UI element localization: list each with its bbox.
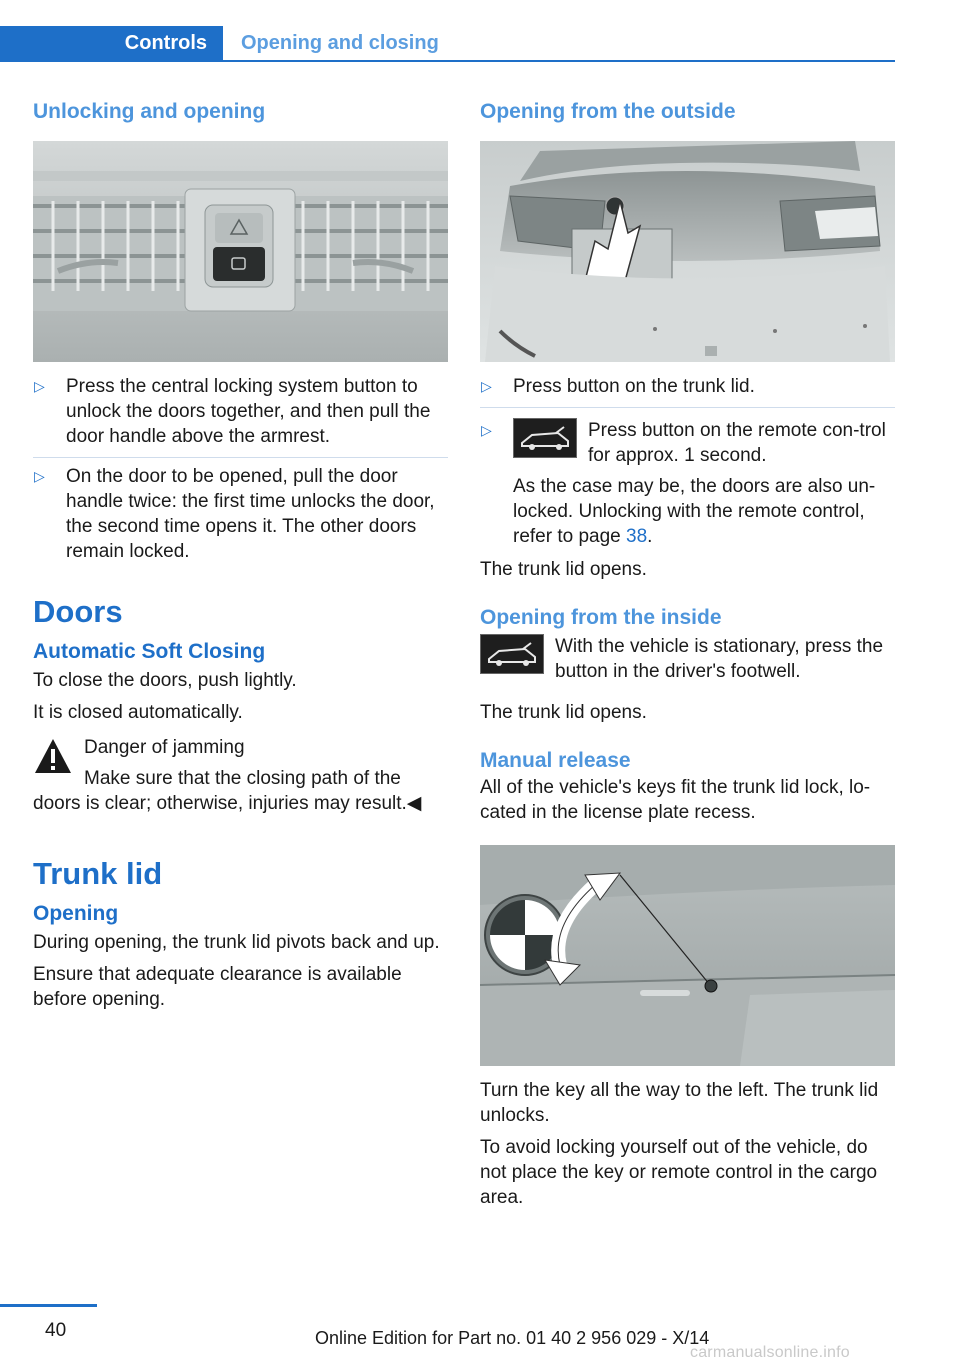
soft-closing-heading: Automatic Soft Closing <box>33 640 266 663</box>
warning-triangle-icon <box>33 737 73 775</box>
triangle-right-icon: ▷ <box>481 422 492 438</box>
page-link[interactable]: 38 <box>626 526 648 547</box>
trunk-exterior-illustration <box>480 141 895 362</box>
page-number: 40 <box>45 1320 67 1341</box>
list-item-text: On the door to be opened, pull the door handle twice: the first time unlocks the door, the second time opens it. The other doors remain locked. <box>66 466 435 562</box>
list-item <box>480 416 895 549</box>
list-item <box>33 374 448 449</box>
tab-opening-and-closing[interactable]: Opening and closing <box>241 32 439 54</box>
list-item-text: Press the central locking system button to unlock the doors together, and then pull the door handle above the armrest. <box>66 376 431 447</box>
opening-text-1: During opening, the trunk lid pivots back and up. <box>33 932 440 953</box>
trunk-opens-text-1: The trunk lid opens. <box>480 559 647 580</box>
left-column <box>33 98 448 1012</box>
outside-heading: Opening from the outside <box>480 100 736 123</box>
inside-note <box>480 634 895 684</box>
opening-text-2: Ensure that adequate clearance is available before opening. <box>33 964 402 1010</box>
trunk-open-icon <box>480 634 544 674</box>
trunk-open-icon <box>513 418 577 458</box>
footer-rule <box>0 1304 97 1307</box>
inside-heading: Opening from the inside <box>480 606 722 629</box>
trunk-opens-text-2: The trunk lid opens. <box>480 702 647 723</box>
outside-list <box>480 374 895 549</box>
unlocking-heading: Unlocking and opening <box>33 100 266 123</box>
trunk-lid-heading: Trunk lid <box>33 856 163 891</box>
doors-heading: Doors <box>33 594 123 629</box>
triangle-right-icon: ▷ <box>34 468 45 484</box>
warning-note <box>33 735 448 816</box>
inside-text: With the vehicle is stationary, press the button in the driver's footwell. <box>555 636 884 682</box>
soft-closing-text-2: It is closed automatically. <box>33 702 243 723</box>
trunk-lock-illustration <box>480 845 895 1066</box>
triangle-right-icon: ▷ <box>481 378 492 394</box>
warning-body: Make sure that the closing path of the doors is clear; otherwise, injuries may result.◀ <box>33 768 422 814</box>
central-locking-illustration <box>33 141 448 362</box>
header-tabbar <box>0 26 895 62</box>
list-item-text: Press button on the remote con-trol for approx. 1 second. <box>588 420 886 466</box>
unlocking-list <box>33 374 448 564</box>
watermark: carmanualsonline.info <box>690 1344 850 1361</box>
remote-note: As the case may be, the doors are also un-locked. Unlocking with the remote control, refer to page 38. <box>513 476 876 547</box>
right-column <box>480 98 895 1210</box>
list-item <box>480 374 895 408</box>
edition-text: Online Edition for Part no. 01 40 2 956 029 - X/14 <box>315 1328 710 1348</box>
soft-closing-text-1: To close the doors, push lightly. <box>33 670 297 691</box>
list-item-text: Press button on the trunk lid. <box>513 376 755 397</box>
opening-heading: Opening <box>33 902 119 925</box>
tab-controls[interactable]: Controls <box>0 26 223 60</box>
warning-title: Danger of jamming <box>84 737 245 758</box>
list-item <box>33 457 448 564</box>
manual-release-warning: To avoid locking yourself out of the vehicle, do not place the key or remote control in the cargo area. <box>480 1137 878 1208</box>
manual-release-text: All of the vehicle's keys fit the trunk lid lock, lo-cated in the license plate recess. <box>480 777 871 823</box>
warning-text <box>33 766 448 816</box>
triangle-right-icon: ▷ <box>34 378 45 394</box>
manual-release-heading: Manual release <box>480 749 631 772</box>
manual-release-step: Turn the key all the way to the left. The trunk lid unlocks. <box>480 1080 879 1126</box>
